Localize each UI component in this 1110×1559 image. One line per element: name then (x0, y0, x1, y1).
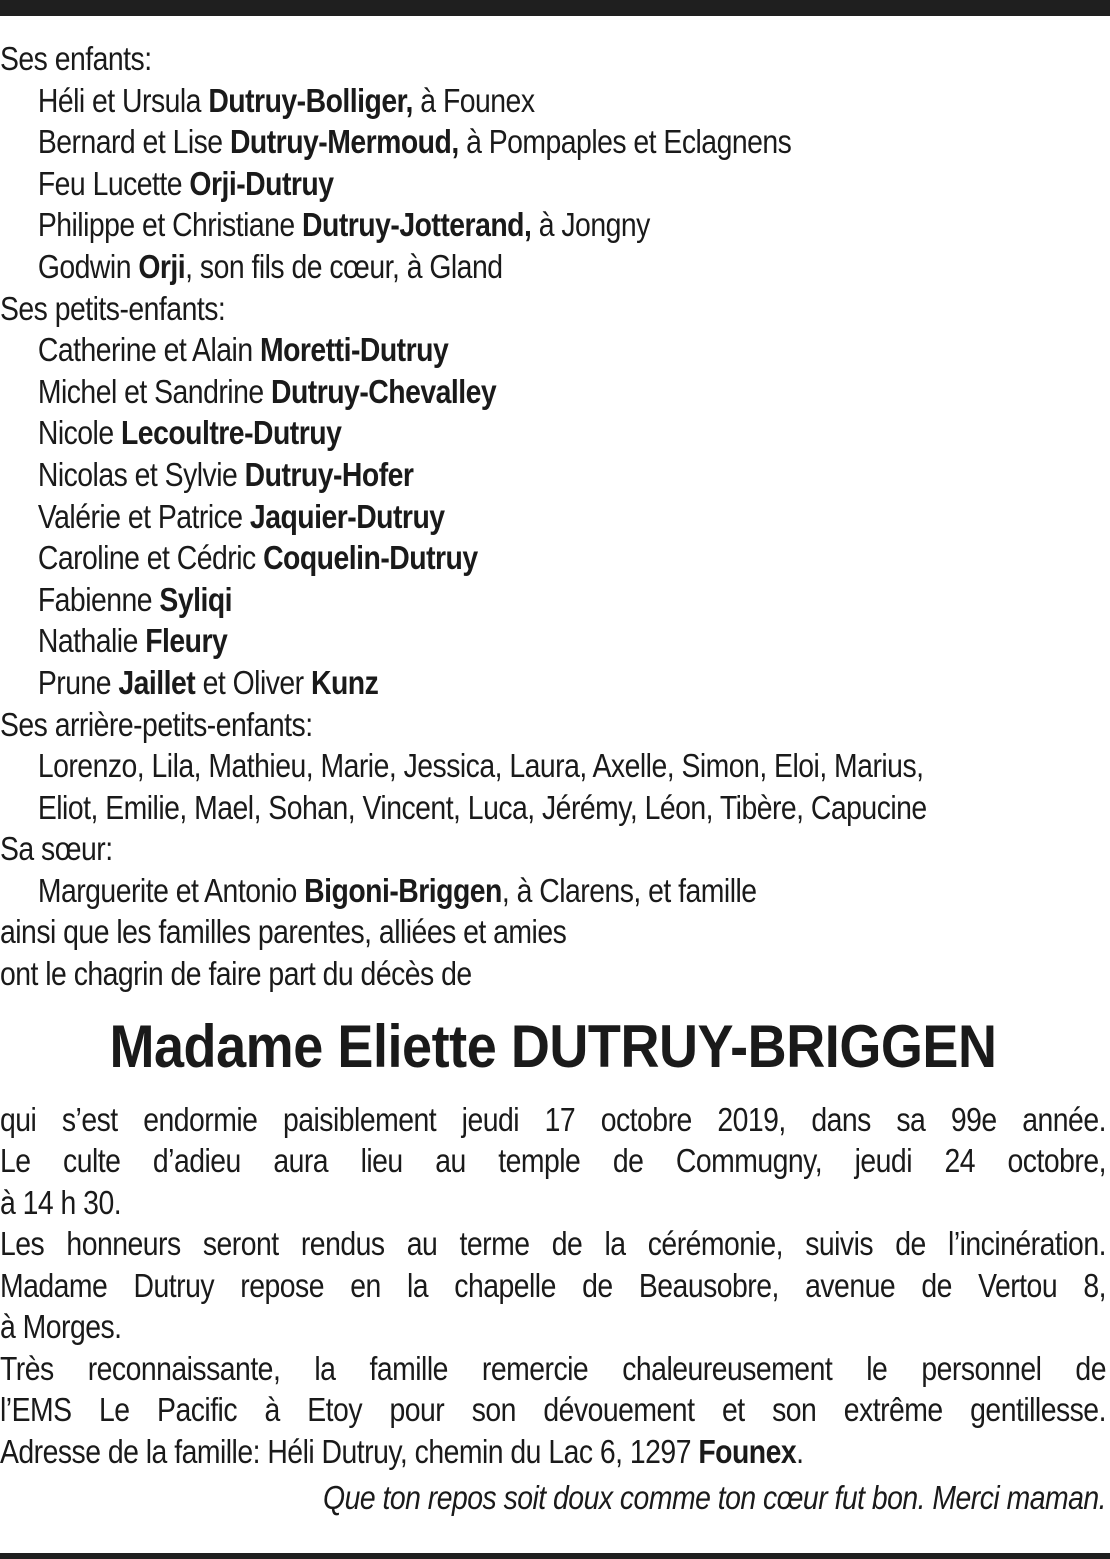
grandchild-entry: Valérie et Patrice Jaquier-Dutruy (37, 497, 445, 535)
body-line: Madame Dutruy repose en la chapelle de Beausobre, avenue de Vertou 8, (0, 1266, 1106, 1304)
family-address: Adresse de la famille: Héli Dutruy, chemin du Lac 6, 1297 Founex. (0, 1432, 804, 1470)
children-heading: Ses enfants: (0, 40, 152, 77)
child-entry: Godwin Orji, son fils de cœur, à Gland (37, 247, 503, 285)
body-line: à Morges. (0, 1308, 122, 1346)
child-entry: Feu Lucette Orji-Dutruy (37, 164, 334, 202)
grandchild-entry: Nathalie Fleury (37, 622, 228, 660)
grandchild-entry: Caroline et Cédric Coquelin-Dutruy (37, 539, 478, 577)
body-line: Le culte d’adieu aura lieu au temple de Commugny, jeudi 24 octobre, (0, 1142, 1106, 1180)
sister-heading: Sa sœur: (0, 830, 113, 868)
top-rule (0, 0, 1110, 16)
grandchild-entry: Nicolas et Sylvie Dutruy-Hofer (37, 455, 414, 493)
grandchild-entry: Catherine et Alain Moretti-Dutruy (37, 331, 449, 369)
grandchild-entry: Fabienne Syliqi (37, 580, 233, 618)
intro-line: ainsi que les familles parentes, alliées et amies (0, 913, 567, 951)
obituary-notice (0, 38, 1106, 1524)
grandchildren-heading: Ses petits-enfants: (0, 289, 226, 327)
bottom-rule (0, 1553, 1110, 1559)
body-line: Très reconnaissante, la famille remercie chaleureusement le personnel de (0, 1349, 1106, 1387)
grandchild-entry: Prune Jaillet et Oliver Kunz (37, 663, 379, 701)
grandchild-entry: Michel et Sandrine Dutruy-Chevalley (37, 372, 497, 410)
deceased-name: Madame Eliette DUTRUY-BRIGGEN (109, 1012, 997, 1080)
closing-line: Que ton repos soit doux comme ton cœur fut bon. Merci maman. (323, 1479, 1106, 1517)
great-grandchildren-line: Lorenzo, Lila, Mathieu, Marie, Jessica, Laura, Axelle, Simon, Eloi, Marius, (37, 747, 924, 785)
body-line: l’EMS Le Pacific à Etoy pour son dévouement et son extrême gentillesse. (0, 1391, 1106, 1429)
intro-line: ont le chagrin de faire part du décès de (0, 955, 472, 993)
child-entry: Bernard et Lise Dutruy-Mermoud, à Pompaples et Eclagnens (37, 123, 792, 161)
child-entry: Héli et Ursula Dutruy-Bolliger, à Founex (37, 81, 535, 119)
body-line: qui s’est endormie paisiblement jeudi 17 octobre 2019, dans sa 99e année. (0, 1100, 1106, 1138)
great-grandchildren-heading: Ses arrière-petits-enfants: (0, 705, 313, 743)
sister-entry: Marguerite et Antonio Bigoni-Briggen, à Clarens, et famille (37, 871, 757, 909)
grandchild-entry: Nicole Lecoultre-Dutruy (37, 414, 342, 452)
great-grandchildren-line: Eliot, Emilie, Mael, Sohan, Vincent, Luca, Jérémy, Léon, Tibère, Capucine (37, 788, 927, 826)
child-entry: Philippe et Christiane Dutruy-Jotterand, à Jongny (37, 206, 650, 244)
body-line: à 14 h 30. (0, 1183, 122, 1221)
body-line: Les honneurs seront rendus au terme de la cérémonie, suivis de l’incinération. (0, 1225, 1106, 1263)
